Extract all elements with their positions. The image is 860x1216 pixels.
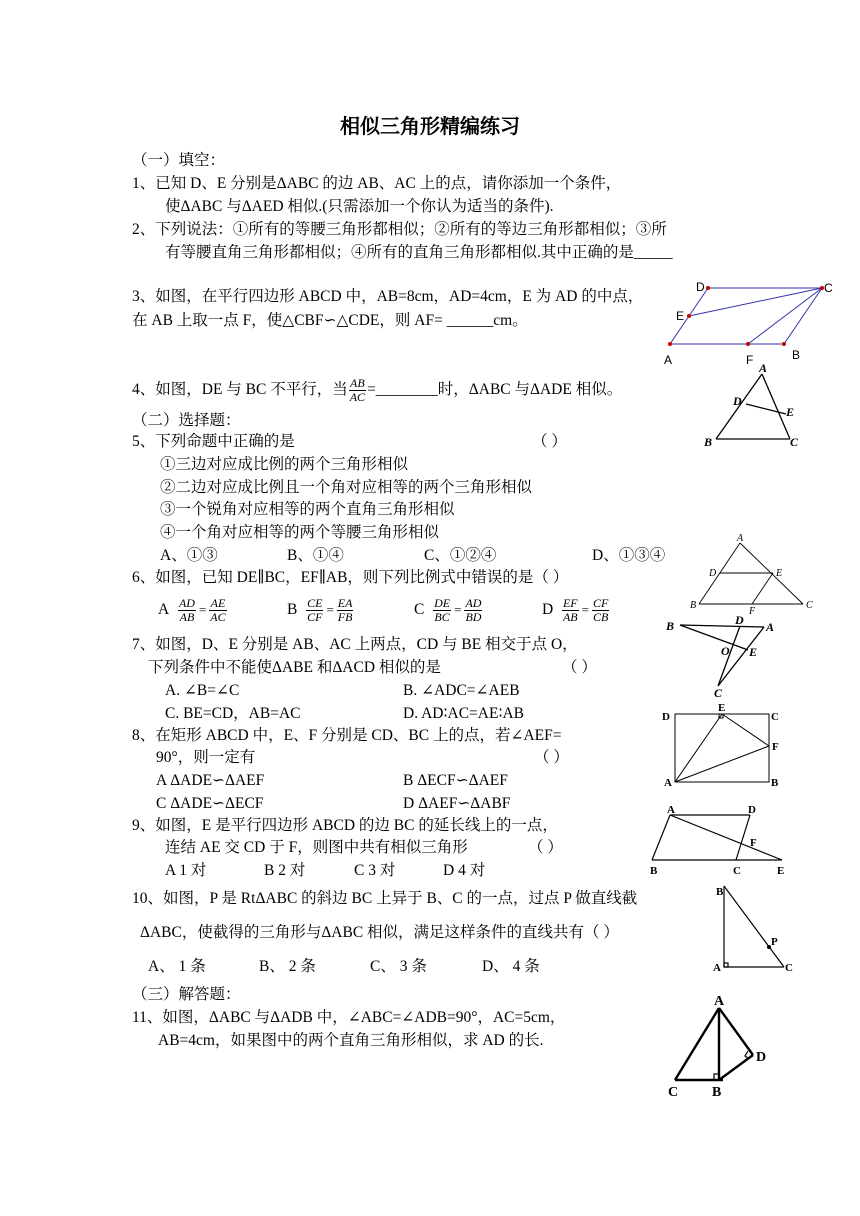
q2-line1: 2、下列说法：①所有的等腰三角形都相似；②所有的等边三角形都相似；③所: [132, 221, 667, 238]
q5-stem: 5、下列命题中正确的是: [132, 433, 295, 450]
q9-label-e: E: [777, 865, 785, 877]
q6-d-n2: CF: [592, 595, 609, 610]
q10-option-d: D、 4 条: [482, 958, 540, 975]
q4-label-a: A: [759, 361, 768, 375]
q11-label-c: C: [668, 1085, 679, 1100]
q8-option-b: B ΔECF∽ΔAEF: [403, 772, 508, 789]
q9-line1: 9、如图，E 是平行四边形 ABCD 的边 BC 的延长线上的一点，: [132, 817, 558, 834]
q3-line1: 3、如图，在平行四边形 ABCD 中，AB=8cm，AD=4cm，E 为 AD 的中点，: [132, 288, 644, 305]
q8-paren: （ ）: [534, 749, 569, 766]
q11-label-d: D: [756, 1050, 767, 1065]
q6-c-eq: =: [454, 602, 462, 617]
q5-item-4: ④一个角对应相等的两个等腰三角形相似: [160, 524, 440, 541]
q9-option-a: A 1 对: [165, 862, 207, 879]
q7-option-b: B. ∠ADC=∠AEB: [403, 682, 520, 699]
q6-d-d2: CB: [592, 609, 609, 624]
q6-label-c: C: [806, 600, 813, 611]
q7-line2: 下列条件中不能使ΔABE 和ΔACD 相似的是: [148, 659, 441, 676]
q1-line2: 使ΔABC 与ΔAED 相似.(只需添加一个你认为适当的条件).: [165, 198, 554, 215]
q9-paren: （ ）: [528, 839, 563, 856]
q3-line2: 在 AB 上取一点 F，使△CBF∽△CDE，则 AF= ______cm。: [132, 312, 528, 329]
q8-line1: 8、在矩形 ABCD 中，E、F 分别是 CD、BC 上的点，若∠AEF=: [132, 727, 562, 744]
q7-label-b: B: [666, 619, 675, 633]
q9-line2: 连结 AE 交 CD 于 F，则图中共有相似三角形: [165, 839, 468, 856]
q8-line2: 90°，则一定有: [156, 749, 256, 766]
q3-label-a: A: [664, 353, 673, 367]
q5-option-b: B、①④: [287, 547, 344, 564]
q10-option-b: B、 2 条: [259, 958, 316, 975]
q5-option-a: A、①③: [160, 547, 218, 564]
q11-label-a: A: [714, 994, 725, 1009]
q6-a-n2: AE: [210, 595, 226, 610]
q4-pre: 4、如图，DE 与 BC 不平行，当: [132, 381, 348, 398]
q2-line2: 有等腰直角三角形都相似；④所有的直角三角形都相似.其中正确的是_____: [165, 244, 673, 261]
section-answer: （三）解答题：: [132, 986, 241, 1003]
q8-label-e: E: [718, 702, 726, 714]
q7-option-c: C. BE=CD，AB=AC: [165, 705, 301, 722]
q7-option-a: A. ∠B=∠C: [165, 682, 240, 699]
q11-label-b: B: [712, 1085, 722, 1100]
q8-option-a: A ΔADE∽ΔAEF: [156, 772, 265, 789]
q6-b-eq: =: [326, 602, 334, 617]
q8-label-a: A: [664, 777, 672, 789]
q6-a-eq: =: [198, 602, 207, 617]
q6-label-d: D: [709, 568, 717, 579]
q3-label-b: B: [792, 348, 801, 362]
q6-a-d1: AB: [179, 609, 195, 624]
q8-label-d: D: [662, 711, 670, 723]
q7-label-c: C: [714, 686, 723, 700]
q4-label-c: C: [790, 435, 799, 449]
section-fill: （一）填空：: [132, 152, 226, 169]
q8-option-c: C ΔADE∽ΔECF: [156, 795, 264, 812]
q3-label-d: D: [696, 280, 705, 294]
q6-c-d1: BC: [434, 609, 450, 624]
q3-label-c: C: [824, 281, 833, 295]
q9-option-d: D 4 对: [443, 862, 486, 879]
q8-label-b: B: [771, 777, 779, 789]
q6-label-e: E: [776, 568, 783, 579]
q6-stem: 6、如图，已知 DE∥BC，EF∥AB，则下列比例式中错误的是（ ）: [132, 569, 569, 586]
q10-label-p: P: [771, 936, 778, 948]
q6-b-n2: EA: [337, 595, 353, 610]
q4-denominator: AC: [349, 389, 366, 404]
q3-label-f: F: [746, 353, 754, 367]
q5-item-2: ②二边对应成比例且一个角对应相等的两个三角形相似: [160, 479, 533, 496]
q6-c-n1: DE: [434, 595, 451, 610]
q5-option-c: C、①②④: [424, 547, 497, 564]
q8-option-d: D ΔAEF∽ΔABF: [403, 795, 511, 812]
q9-option-c: C 3 对: [354, 862, 396, 879]
q10-label-b: B: [716, 886, 724, 898]
q4-label-b: B: [704, 435, 713, 449]
q6-option-c-letter: C: [414, 601, 425, 618]
q8-label-c: C: [771, 711, 779, 723]
q6-label-b: B: [690, 600, 697, 611]
q4-numerator: AB: [350, 375, 365, 390]
q9-label-f: F: [750, 837, 757, 849]
q6-b-n1: CE: [307, 595, 323, 610]
q10-option-a: A、 1 条: [148, 958, 206, 975]
q6-b-d1: CF: [307, 609, 323, 624]
q5-option-d: D、①③④: [592, 547, 666, 564]
q6-d-eq: =: [581, 602, 589, 617]
q3-label-e: E: [676, 309, 685, 323]
q6-label-a: A: [737, 533, 744, 544]
q9-label-b: B: [650, 865, 658, 877]
q9-label-a: A: [667, 804, 675, 816]
q6-option-b-letter: B: [287, 601, 298, 618]
q11-edge-ac: [675, 1008, 719, 1080]
q6-d-d1: AB: [562, 609, 578, 624]
q10-line1: 10、如图，P 是 RtΔABC 的斜边 BC 上异于 B、C 的一点，过点 P 做直线截: [132, 890, 638, 907]
q1-line1: 1、已知 D、E 分别是ΔABC 的边 AB、AC 上的点，请你添加一个条件，: [132, 175, 622, 192]
q10-option-c: C、 3 条: [370, 958, 427, 975]
q11-edge-ad: [719, 1008, 753, 1055]
q5-paren: （ ）: [532, 433, 567, 450]
q9-option-b: B 2 对: [264, 862, 306, 879]
q11-right-angle-d: [745, 1051, 749, 1059]
q6-option-a-letter: A: [158, 601, 170, 618]
page-title: 相似三角形精编练习: [340, 116, 520, 138]
q10-label-a: A: [713, 962, 721, 974]
q4-label-e: E: [786, 405, 795, 419]
q5-item-1: ①三边对应成比例的两个三角形相似: [160, 456, 409, 473]
q11-line1: 11、如图，ΔABC 与ΔADB 中，∠ABC=∠ADB=90°，AC=5cm，: [132, 1009, 566, 1026]
q6-label-f: F: [749, 606, 756, 617]
q4-post: =________时，ΔABC 与ΔADE 相似。: [367, 381, 623, 398]
q7-line1: 7、如图，D、E 分别是 AB、AC 上两点，CD 与 BE 相交于点 O，: [132, 636, 578, 653]
q11-line2: AB=4cm，如果图中的两个直角三角形相似，求 AD 的长.: [158, 1032, 544, 1049]
q6-a-n1: AD: [178, 595, 195, 610]
q7-label-e: E: [749, 645, 758, 659]
q6-c-n2: AD: [465, 595, 482, 610]
q10-label-c: C: [785, 962, 793, 974]
q7-label-d: D: [735, 613, 744, 627]
q9-label-d: D: [748, 804, 756, 816]
q6-c-d2: BD: [465, 609, 482, 624]
q4-label-d: D: [733, 394, 742, 408]
q10-line2: ΔABC，使截得的三角形与ΔABC 相似，满足这样条件的直线共有（ ）: [140, 924, 619, 941]
q7-option-d: D. AD∶AC=AE∶AB: [403, 705, 525, 722]
q5-item-3: ③一个锐角对应相等的两个直角三角形相似: [160, 501, 455, 518]
section-choice: （二）选择题：: [132, 412, 241, 429]
q6-a-d2: AC: [210, 609, 226, 624]
q7-paren: （ ）: [562, 659, 597, 676]
q7-label-o: O: [721, 644, 730, 658]
q9-label-c: C: [733, 865, 741, 877]
q8-label-f: F: [772, 741, 779, 753]
q6-d-n1: EF: [562, 595, 578, 610]
q6-option-d-letter: D: [542, 601, 554, 618]
q6-b-d2: FB: [337, 609, 353, 624]
q7-label-a: A: [766, 620, 775, 634]
